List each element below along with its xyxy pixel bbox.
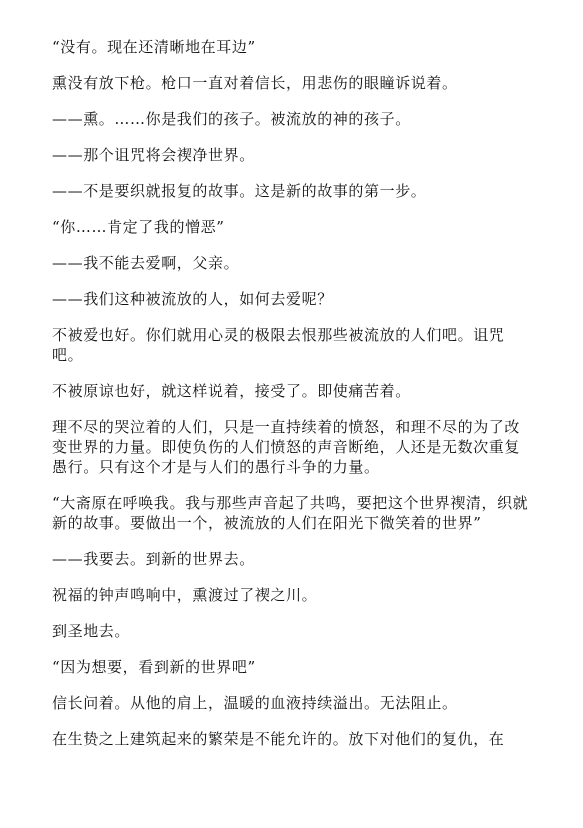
paragraph-8: ——我们这种被流放的人，如何去爱呢？ [52, 290, 333, 308]
paragraph-10: 不被原谅也好，就这样说着，接受了。即使痛苦着。 [52, 382, 411, 400]
paragraph-14: 祝福的钟声鸣响中，熏渡过了禊之川。 [52, 586, 318, 604]
paragraph-15: 到圣地去。 [52, 622, 131, 640]
paragraph-7: ——我不能去爱啊，父亲。 [52, 254, 240, 272]
paragraph-16: “因为想要，看到新的世界吧” [52, 658, 256, 676]
paragraph-4: ——那个诅咒将会禊净世界。 [52, 146, 255, 164]
paragraph-5: ——不是要织就报复的故事。这是新的故事的第一步。 [52, 182, 427, 200]
paragraph-3: ——熏。……你是我们的孩子。被流放的神的孩子。 [52, 110, 411, 128]
paragraph-6: “你……肯定了我的憎恶” [52, 218, 225, 236]
paragraph-11: 理不尽的哭泣着的人们，只是一直持续着的愤怒，和理不尽的为了改变世界的力量。即使负伤的人们愤怒的声音断绝，人还是无数次重复愚行。只有这个才是与人们的愚行斗争的力量。 [52, 418, 521, 476]
paragraph-13: ——我要去。到新的世界去。 [52, 550, 255, 568]
paragraph-17: 信长问着。从他的肩上，温暖的血液持续溢出。无法阻止。 [52, 694, 458, 712]
paragraph-9: 不被爱也好。你们就用心灵的极限去恨那些被流放的人们吧。诅咒吧。 [52, 326, 505, 364]
paragraph-12: “大斋原在呼唤我。我与那些声音起了共鸣，要把这个世界禊清，织就新的故事。要做出一个，被流放的人们在阳光下微笑着的世界” [52, 494, 529, 532]
paragraph-1: “没有。现在还清晰地在耳边” [52, 38, 256, 56]
paragraph-2: 熏没有放下枪。枪口一直对着信长，用悲伤的眼瞳诉说着。 [52, 74, 458, 92]
paragraph-18: 在生贽之上建筑起来的繁荣是不能允许的。放下对他们的复仇，在 [52, 730, 505, 748]
